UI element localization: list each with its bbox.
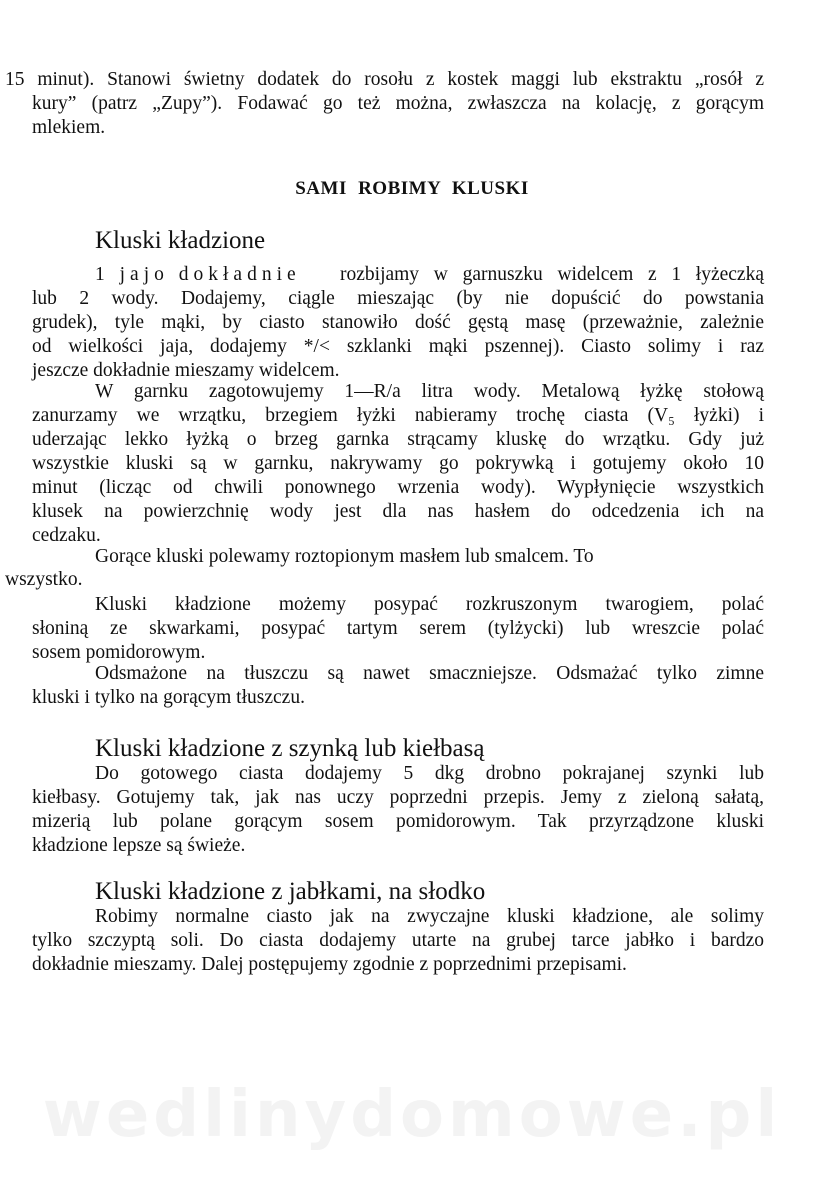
intro-line: 15 minut). Stanowi świetny dodatek do rosołu z kostek maggi lub ekstraktu „rosół z bbox=[5, 69, 764, 90]
recipe-line: kluski i tylko na gorącym tłuszczu. bbox=[32, 687, 305, 708]
recipe-line-rest: rozbijamy w garnuszku widelcem z 1 łyżeczką bbox=[340, 264, 764, 285]
recipe-line: Kluski kładzione możemy posypać rozkruszonym twarogiem, polać bbox=[95, 594, 764, 615]
intro-line: kury” (patrz „Zupy”). Fodawać go też można, zwłaszcza na kolację, z gorącym bbox=[32, 93, 764, 114]
recipe-line: minut (licząc od chwili ponownego wrzenia wody). Wypłynięcie wszystkich bbox=[32, 477, 764, 498]
recipe-title: Kluski kładzione bbox=[95, 227, 266, 254]
recipe-line: zanurzamy we wrzątku, brzegiem łyżki nabieramy trochę ciasta (V₅ łyżki) i bbox=[32, 405, 764, 426]
recipe-line: Odsmażone na tłuszczu są nawet smaczniejsze. Odsmażać tylko zimne bbox=[95, 663, 764, 684]
intro-line: mlekiem. bbox=[32, 117, 106, 138]
recipe-line: słoniną ze skwarkami, posypać tartym serem (tylżycki) lub wreszcie polać bbox=[32, 618, 764, 639]
recipe-line: cedzaku. bbox=[32, 525, 101, 546]
recipe-line: kiełbasy. Gotujemy tak, jak nas uczy poprzedni przepis. Jemy z zieloną sałatą, bbox=[32, 787, 764, 808]
emphasized-phrase: 1 jajo dokładnie bbox=[95, 264, 301, 285]
recipe-line: tylko szczyptą soli. Do ciasta dodajemy utarte na grubej tarce jabłko i bardzo bbox=[32, 930, 764, 951]
recipe-title: Kluski kładzione z jabłkami, na słodko bbox=[95, 878, 486, 905]
recipe-line: wszystkie kluski są w garnku, nakrywamy go pokrywką i gotujemy około 10 bbox=[32, 453, 764, 474]
recipe-line: Gorące kluski polewamy roztopionym masłem lub smalcem. To bbox=[95, 546, 594, 567]
recipe-line: od wielkości jaja, dodajemy */< szklanki mąki pszennej). Ciasto solimy i raz bbox=[32, 336, 764, 357]
recipe-line bbox=[95, 263, 764, 287]
recipe-line: jeszcze dokładnie mieszamy widelcem. bbox=[32, 360, 340, 381]
section-title: SAMI ROBIMY KLUSKI bbox=[295, 178, 529, 199]
recipe-line: kładzione lepsze są świeże. bbox=[32, 835, 246, 856]
recipe-line: wszystko. bbox=[5, 569, 83, 590]
recipe-line: dokładnie mieszamy. Dalej postępujemy zgodnie z poprzednimi przepisami. bbox=[32, 954, 627, 975]
recipe-line: lub 2 wody. Dodajemy, ciągle mieszając (by nie dopuścić do powstania bbox=[32, 288, 764, 309]
recipe-line: Robimy normalne ciasto jak na zwyczajne kluski kładzione, ale solimy bbox=[95, 906, 764, 927]
watermark-text: wedlinydomowe.pl bbox=[42, 1078, 782, 1152]
recipe-line: klusek na powierzchnię wody jest dla nas hasłem do odcedzenia ich na bbox=[32, 501, 764, 522]
recipe-line: uderzając lekko łyżką o brzeg garnka strącamy kluskę do wrzątku. Gdy już bbox=[32, 429, 764, 450]
recipe-line: grudek), tyle mąki, by ciasto stanowiło dość gęstą masę (przeważnie, zależnie bbox=[32, 312, 764, 333]
recipe-line: Do gotowego ciasta dodajemy 5 dkg drobno pokrajanej szynki lub bbox=[95, 763, 764, 784]
recipe-title: Kluski kładzione z szynką lub kiełbasą bbox=[95, 735, 485, 762]
recipe-line: sosem pomidorowym. bbox=[32, 642, 206, 663]
recipe-line: mizerią lub polane gorącym sosem pomidorowym. Tak przyrządzone kluski bbox=[32, 811, 764, 832]
recipe-line: W garnku zagotowujemy 1—R/a litra wody. Metalową łyżkę stołową bbox=[95, 381, 764, 402]
